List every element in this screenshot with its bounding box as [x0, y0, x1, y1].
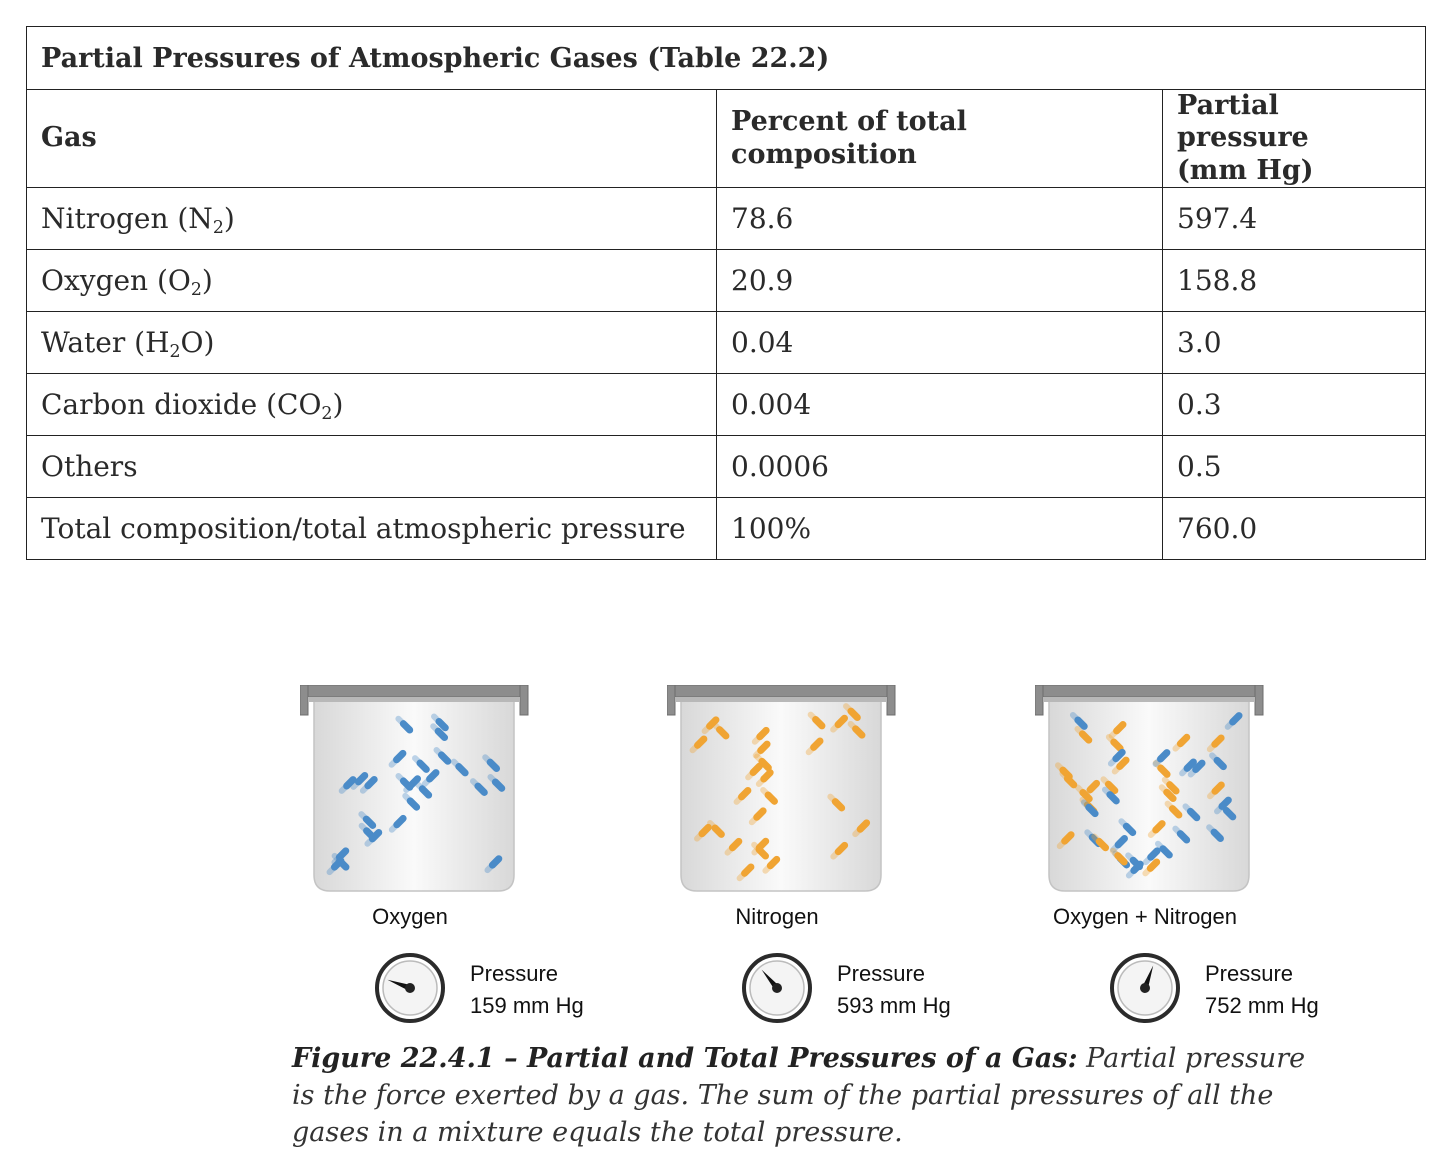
header-percent: Percent of total composition: [717, 90, 1163, 188]
table-header-row: [27, 90, 1426, 188]
percent-cell: 0.0006: [717, 436, 1163, 498]
panel-nitrogen: [657, 680, 951, 1040]
table-row: [27, 498, 1426, 560]
pressure-readout: Pressure 159 mm Hg: [470, 961, 584, 1018]
table-row: [27, 188, 1426, 250]
oxygen-container-illustration: [300, 685, 530, 895]
table-row: [27, 374, 1426, 436]
figure-caption: [292, 1040, 1332, 1151]
pressure-readout: Pressure 752 mm Hg: [1205, 961, 1319, 1018]
partial-pressure-figure: [290, 680, 1319, 1040]
figure-caption-text: Partial pressure is the force exerted by a gas. The sum of the partial pressures of all the gases in a mixture equals the total pressure.: [292, 1043, 1306, 1148]
pressure-readout: Pressure 593 mm Hg: [837, 961, 951, 1018]
pressure-cell: 597.4: [1163, 188, 1426, 250]
panel-name: Oxygen: [372, 904, 448, 929]
panel-oxygen: [290, 680, 584, 1040]
pressure-cell: 0.5: [1163, 436, 1426, 498]
gas-cell: Oxygen $(O_2)$: [27, 250, 717, 312]
gas-cell: Others: [27, 436, 717, 498]
pressure-gauge-icon: [1109, 952, 1181, 1024]
table-row: [27, 436, 1426, 498]
percent-cell: 0.004: [717, 374, 1163, 436]
nitrogen-container-illustration: [667, 685, 897, 895]
header-gas: Gas: [27, 90, 717, 188]
header-partial-pressure: Partial pressure (mm Hg): [1163, 90, 1426, 188]
gas-cell: Carbon dioxide $(CO_2)$: [27, 374, 717, 436]
mixture-container-illustration: [1035, 685, 1265, 895]
panel-name: Oxygen + Nitrogen: [1052, 904, 1238, 929]
pressure-cell: 158.8: [1163, 250, 1426, 312]
pressure-cell: 0.3: [1163, 374, 1426, 436]
pressure-gauge-icon: [374, 952, 446, 1024]
table-row: [27, 312, 1426, 374]
table-row: [27, 250, 1426, 312]
pressure-cell: 760.0: [1163, 498, 1426, 560]
pressure-cell: 3.0: [1163, 312, 1426, 374]
percent-cell: 100%: [717, 498, 1163, 560]
panel-name: Nitrogen: [735, 904, 819, 929]
gas-cell: Total composition/total atmospheric pressure: [27, 498, 717, 560]
pressure-gauge-icon: [741, 952, 813, 1024]
percent-cell: 78.6: [717, 188, 1163, 250]
panel-oxygen-nitrogen: [1025, 680, 1319, 1040]
gas-cell: Water $(H_2O)$: [27, 312, 717, 374]
partial-pressures-table: [26, 26, 1426, 560]
percent-cell: 20.9: [717, 250, 1163, 312]
table-caption: Partial Pressures of Atmospheric Gases (Table 22.2): [27, 27, 1426, 90]
figure-caption-title: Figure 22.4.1 – Partial and Total Pressures of a Gas:: [292, 1043, 1078, 1074]
gas-cell: Nitrogen $(N_2)$: [27, 188, 717, 250]
percent-cell: 0.04: [717, 312, 1163, 374]
